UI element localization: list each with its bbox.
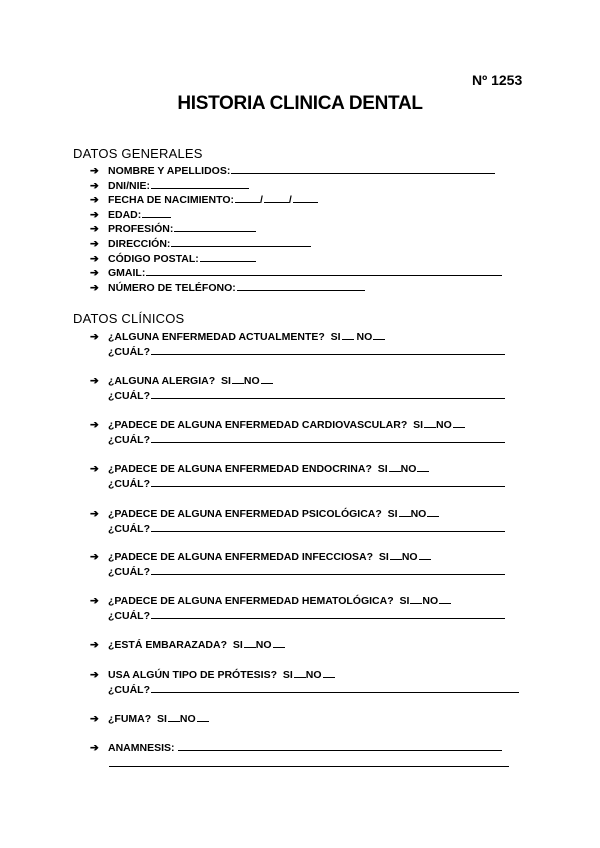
si-label: SI [387, 508, 398, 520]
arrow-icon: ➔ [90, 713, 99, 725]
arrow-icon: ➔ [90, 209, 99, 221]
anamnesis-input-line[interactable] [178, 740, 502, 751]
arrow-icon: ➔ [90, 463, 99, 475]
phone-input-line[interactable] [237, 280, 365, 291]
day-input-line[interactable] [235, 192, 260, 203]
gmail-input-line[interactable] [146, 265, 502, 276]
arrow-icon: ➔ [90, 180, 99, 192]
question-hematologica [90, 593, 451, 608]
cual-input-line[interactable] [151, 476, 505, 487]
si-label: SI [157, 713, 167, 725]
arrow-icon: ➔ [90, 742, 99, 754]
postal-code-input-line[interactable] [200, 251, 256, 262]
si-label: SI [378, 551, 389, 563]
address-input-line[interactable] [171, 236, 311, 247]
question-label: ¿FUMA? [108, 713, 152, 725]
no-label: NO [400, 463, 417, 475]
arrow-icon: ➔ [90, 194, 99, 206]
field-label: NÚMERO DE TELÉFONO: [108, 282, 236, 294]
question-label: ¿ALGUNA ALERGIA? [108, 375, 216, 387]
field-gmail [90, 265, 502, 280]
cual-input-line[interactable] [151, 564, 505, 575]
question-enfermedad [90, 329, 385, 344]
question-label: ¿PADECE DE ALGUNA ENFERMEDAD CARDIOVASCULAR? [108, 419, 408, 431]
arrow-icon: ➔ [90, 669, 99, 681]
cual-row [90, 564, 505, 579]
si-answer-line[interactable] [244, 637, 256, 648]
no-answer-line[interactable] [323, 667, 335, 678]
cual-input-line[interactable] [151, 432, 505, 443]
no-label: NO [410, 508, 427, 520]
age-input-line[interactable] [142, 207, 171, 218]
field-dni [90, 178, 249, 193]
si-label: SI [232, 639, 243, 651]
cual-input-line[interactable] [151, 344, 505, 355]
question-label: ¿PADECE DE ALGUNA ENFERMEDAD ENDOCRINA? [108, 463, 372, 475]
cual-row [90, 388, 505, 403]
field-edad [90, 207, 171, 222]
arrow-icon: ➔ [90, 253, 99, 265]
cual-input-line[interactable] [151, 608, 505, 619]
si-answer-line[interactable] [168, 711, 180, 722]
si-label: SI [282, 669, 293, 681]
cual-label: ¿CUÁL? [108, 523, 150, 535]
profession-input-line[interactable] [174, 221, 256, 232]
si-answer-line[interactable] [399, 506, 411, 517]
field-label: GMAIL: [108, 267, 146, 279]
si-answer-line[interactable] [390, 549, 402, 560]
cual-label: ¿CUÁL? [108, 346, 150, 358]
si-answer-line[interactable] [424, 417, 436, 428]
cual-row [90, 432, 505, 447]
field-label: DIRECCIÓN: [108, 238, 171, 250]
si-label: SI [413, 419, 424, 431]
question-alergia [90, 373, 273, 388]
date-separator: / [288, 194, 292, 206]
no-answer-line[interactable] [427, 506, 439, 517]
question-protesis [90, 667, 335, 682]
no-label: NO [356, 331, 373, 343]
cual-label: ¿CUÁL? [108, 434, 150, 446]
cual-row [90, 521, 505, 536]
field-label: CÓDIGO POSTAL: [108, 253, 199, 265]
arrow-icon: ➔ [90, 238, 99, 250]
anamnesis-row [90, 740, 502, 755]
cual-label: ¿CUÁL? [108, 566, 150, 578]
dni-input-line[interactable] [151, 178, 249, 189]
no-label: NO [436, 419, 452, 431]
cual-row [90, 608, 505, 623]
date-separator: / [260, 194, 263, 206]
question-endocrina [90, 461, 429, 476]
question-label: ¿PADECE DE ALGUNA ENFERMEDAD HEMATOLÓGICA? [108, 595, 394, 607]
question-label: ¿PADECE DE ALGUNA ENFERMEDAD PSICOLÓGICA? [108, 508, 382, 520]
question-label: USA ALGÚN TIPO DE PRÓTESIS? [108, 669, 277, 681]
arrow-icon: ➔ [90, 639, 99, 651]
no-label: NO [305, 669, 322, 681]
field-telefono [90, 280, 365, 295]
cual-row [90, 682, 519, 697]
anamnesis-label: ANAMNESIS: [108, 742, 175, 754]
name-input-line[interactable] [231, 163, 495, 174]
si-answer-line[interactable] [294, 667, 306, 678]
arrow-icon: ➔ [90, 282, 99, 294]
no-label: NO [255, 639, 272, 651]
document-number: Nº 1253 [472, 72, 523, 88]
no-answer-line[interactable] [261, 373, 273, 384]
no-answer-line[interactable] [273, 637, 285, 648]
si-label: SI [220, 375, 231, 387]
cual-input-line[interactable] [151, 521, 505, 532]
anamnesis-input-line[interactable] [109, 756, 509, 767]
si-label: SI [377, 463, 388, 475]
si-answer-line[interactable] [232, 373, 244, 384]
field-label: PROFESIÓN: [108, 223, 174, 235]
arrow-icon: ➔ [90, 551, 99, 563]
cual-label: ¿CUÁL? [108, 478, 150, 490]
question-psicologica [90, 506, 439, 521]
si-answer-line[interactable] [342, 329, 354, 340]
no-label: NO [179, 713, 196, 725]
anamnesis-row-2 [90, 756, 509, 771]
no-answer-line[interactable] [373, 329, 385, 340]
question-label: ¿ESTÁ EMBARAZADA? [108, 639, 227, 651]
section-datos-generales: DATOS GENERALES [73, 146, 203, 161]
no-answer-line[interactable] [419, 549, 431, 560]
si-label: SI [399, 595, 410, 607]
no-label: NO [401, 551, 418, 563]
arrow-icon: ➔ [90, 375, 99, 387]
field-direccion [90, 236, 311, 251]
field-nombre [90, 163, 495, 178]
field-label: EDAD: [108, 209, 142, 221]
cual-row [90, 476, 505, 491]
cual-label: ¿CUÁL? [108, 610, 150, 622]
page-title: HISTORIA CLINICA DENTAL [177, 93, 423, 114]
cual-input-line[interactable] [151, 388, 505, 399]
cual-row [90, 344, 505, 359]
question-label: ¿PADECE DE ALGUNA ENFERMEDAD INFECCIOSA? [108, 551, 374, 563]
arrow-icon: ➔ [90, 419, 99, 431]
field-codigo-postal [90, 251, 256, 266]
month-input-line[interactable] [264, 192, 289, 203]
question-infecciosa [90, 549, 431, 564]
arrow-icon: ➔ [90, 267, 99, 279]
no-label: NO [422, 595, 439, 607]
arrow-icon: ➔ [90, 508, 99, 520]
field-label: FECHA DE NACIMIENTO: [108, 194, 234, 206]
no-answer-line[interactable] [197, 711, 209, 722]
field-label: DNI/NIE: [108, 180, 150, 192]
no-answer-line[interactable] [439, 593, 451, 604]
field-fecha-nacimiento [90, 192, 318, 207]
field-label: NOMBRE Y APELLIDOS: [108, 165, 231, 177]
cual-label: ¿CUÁL? [108, 684, 150, 696]
question-embarazada [90, 637, 285, 652]
question-fuma [90, 711, 209, 726]
cual-input-line[interactable] [151, 682, 519, 693]
section-datos-clinicos: DATOS CLÍNICOS [73, 311, 185, 326]
question-label: ¿ALGUNA ENFERMEDAD ACTUALMENTE? [108, 331, 325, 343]
arrow-icon: ➔ [90, 165, 99, 177]
arrow-icon: ➔ [90, 223, 99, 235]
arrow-icon: ➔ [90, 331, 99, 343]
no-answer-line[interactable] [417, 461, 429, 472]
si-answer-line[interactable] [410, 593, 422, 604]
field-profesion [90, 221, 256, 236]
no-answer-line[interactable] [453, 417, 465, 428]
year-input-line[interactable] [293, 192, 318, 203]
si-answer-line[interactable] [389, 461, 401, 472]
cual-label: ¿CUÁL? [108, 390, 150, 402]
si-label: SI [330, 331, 341, 343]
question-cardiovascular [90, 417, 465, 432]
arrow-icon: ➔ [90, 595, 99, 607]
no-label: NO [243, 375, 260, 387]
